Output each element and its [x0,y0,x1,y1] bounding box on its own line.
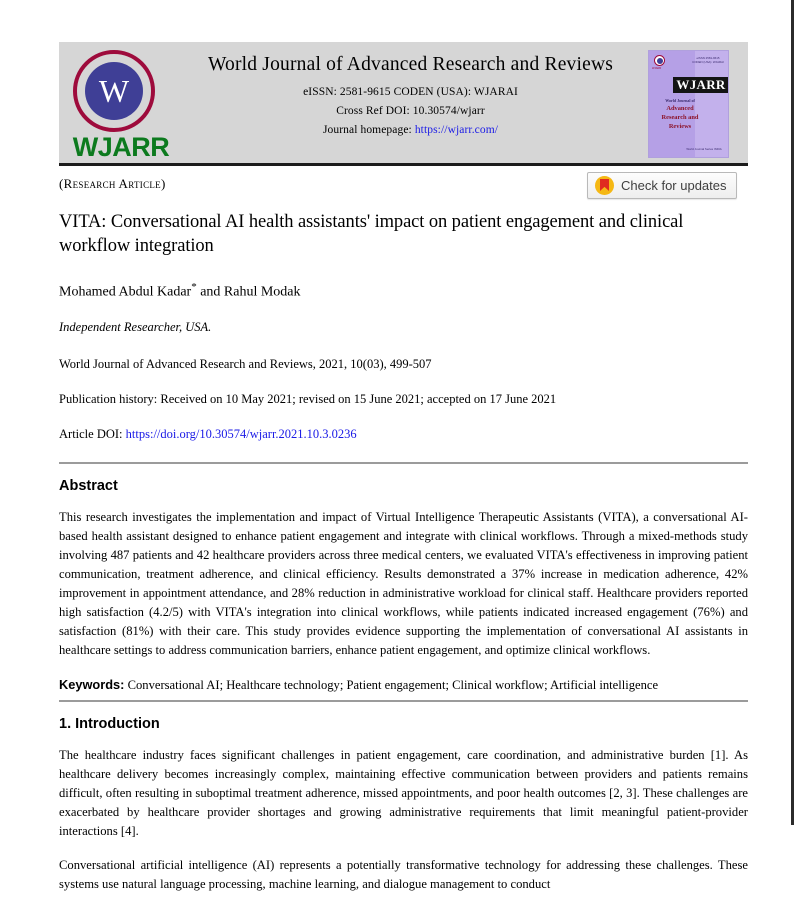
cover-subtitle-line-4: Reviews [668,123,692,131]
article-type-label: (Research Article) [59,176,166,191]
journal-homepage-link[interactable]: https://wjarr.com/ [414,124,499,136]
journal-logo [59,42,181,163]
keywords [59,675,748,695]
author-primary: Mohamed Abdul Kadar [59,284,192,300]
abstract-heading: Abstract [59,478,118,495]
affiliation: Independent Researcher, USA. [59,320,212,335]
journal-cover-thumbnail [640,42,748,163]
author-list [59,281,748,301]
logo-wordmark: WJARR [72,132,170,162]
journal-banner-text [181,42,640,163]
article-type-row [59,172,748,210]
page-title: VITA: Conversational AI health assistants' impact on patient engagement and clinical workflow integration [59,212,684,257]
journal-issn-line: eISSN: 2581-9615 CODEN (USA): WJARAI [303,86,518,98]
corresponding-author-marker: * [191,280,197,293]
cover-subtitle-line-1: World Journal of [665,98,695,103]
cover-subtitle [649,98,711,132]
publication-history: Publication history: Received on 10 May 2021; revised on 15 June 2021; accepted on 17 June 2021 [59,392,557,407]
journal-homepage-label: Journal homepage: [322,124,412,136]
cover-subtitle-line-3: Research and [661,114,699,122]
article-doi-line [59,427,748,442]
cover-image [648,50,729,158]
cover-footer-text: World Journal Series INDIA [686,147,722,152]
page-content [59,28,748,909]
article-doi-label: Article DOI: [59,427,123,442]
journal-title: World Journal of Advanced Research and Reviews [207,54,614,75]
journal-crossref-line: Cross Ref DOI: 10.30574/wjarr [336,105,485,117]
check-for-updates-button[interactable] [587,172,737,199]
keywords-label: Keywords: [59,676,125,692]
journal-header-banner [59,42,748,166]
introduction-paragraph-1: The healthcare industry faces significant challenges in patient engagement, care coordination, and administrative burden [1]. As healthcare delivery becomes increasingly complex, maintaining effective communication between providers and patients remains difficult, often resulting in suboptimal treatment adherence, missed appointments, and poor health outcomes [2, 3]. These challenges are exacerbated by healthcare provider shortages and growing administrative requirements that limit meaningful patient-provider interactions [4]. [59,748,748,839]
introduction-paragraph-2: Conversational artificial intelligence (AI) represents a potentially transformative technology for addressing these challenges. These systems use natural language processing, machine learning, and dialogue management to conduct [59,857,748,891]
journal-homepage-line [181,124,640,136]
article-doi-link[interactable]: https://doi.org/10.30574/wjarr.2021.10.3.0236 [125,427,357,442]
check-for-updates-label: Check for updates [621,178,727,193]
keywords-list: Conversational AI; Healthcare technology; Patient engagement; Clinical workflow; Artificial intelligence [127,677,659,692]
crossmark-icon [595,176,614,195]
cover-issn-text: eISSN 2581-9615 CODEN (USA): WJARAI [692,56,724,65]
cover-wordmark: WJARR [673,77,729,93]
abstract-text: This research investigates the implementation and impact of Virtual Intelligence Therapeutic Assistants (VITA), a conversational AI-based health assistant designed to enhance patient engagement and integrate with clinical workflows. Through a mixed-methods study involving 487 patients and 42 healthcare providers across three medical centers, we evaluated VITA's effectiveness in improving patient communication, treatment adherence, and clinical efficiency. Results demonstrated a 37% increase in medication adherence, 42% improvement in appointment attendance, and 28% reduction in administrative workload for clinical staff. Healthcare providers reported high satisfaction (4.2/5) with VITA's integration into clinical workflows, while patients indicated increased engagement (76%) and satisfaction (81%) with their care. This study provides evidence supporting the implementation of conversational AI assistants in healthcare settings to address communication barriers, enhance patient engagement, and optimize clinical workflows. [59,510,748,657]
cover-seal-inner-icon [657,58,663,64]
author-secondary: and Rahul Modak [200,284,301,300]
cover-seal-caption: WJARR [652,67,662,70]
introduction-heading: 1. Introduction [59,716,160,733]
divider-above-introduction [59,700,748,702]
divider-above-abstract [59,462,748,464]
logo-letter: W [98,73,130,109]
citation-line: World Journal of Advanced Research and Reviews, 2021, 10(03), 499-507 [59,357,432,372]
cover-subtitle-line-2: Advanced [666,104,694,112]
